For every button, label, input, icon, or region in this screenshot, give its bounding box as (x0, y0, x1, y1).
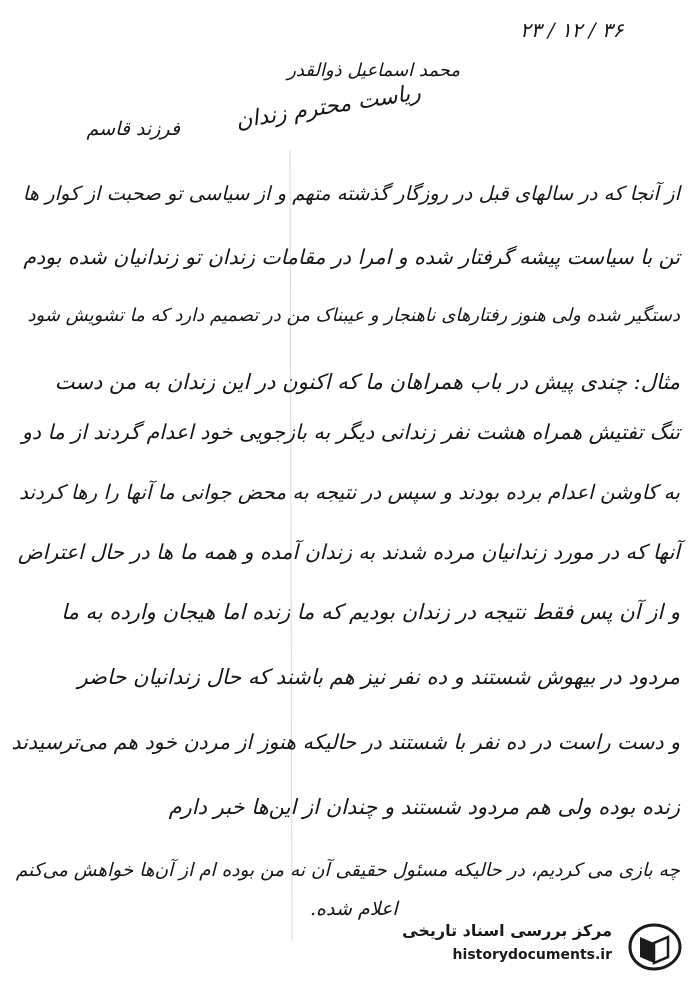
book-logo-icon (624, 921, 684, 973)
body-line: تنگ تفتیش همراه هشت نفر زندانی دیگر به بازجویی خود اعدام گردند از ما دو (22, 420, 680, 444)
watermark-url: historydocuments.ir (452, 947, 612, 963)
watermark-title: مرکز بررسی اسناد تاریخی (402, 921, 612, 940)
body-line: مردود در بیهوش شستند و ده نفر نیز هم باشند که حال زندانیان حاضر (77, 665, 680, 689)
body-line: از آنجا که در سالهای قبل در روزگار گذشته متهم و از سیاسی تو صحبت از کوار ها (22, 182, 680, 205)
body-line: تن با سیاست پیشه گرفتار شده و امرا در مقامات زندان تو زندانیان شده بودم (23, 245, 680, 269)
body-line: به کاوشن اعدام برده بودند و سپس در نتیجه به محض جوانی ما آنها را رها کردند (18, 480, 680, 504)
body-line: چه بازی می کردیم، در حالیکه مسئول حقیقی آن نه من بوده ام از آن‌ها خواهش می‌کنم (15, 860, 680, 881)
body-line: مثال: چندی پیش در باب همراهان ما که اکنون در این زندان به من دست (54, 370, 680, 394)
recipient-line: ریاست محترم زندان (233, 80, 422, 135)
body-line: دستگیر شده ولی هنوز رفتارهای ناهنجار و عیبناک من در تصمیم دارد که ما تشویش شود (27, 305, 680, 326)
sender-father: فرزند قاسم (86, 118, 180, 140)
body-line: و از آن پس فقط نتیجه در زندان بودیم که ما زنده اما هیجان وارده به ما (61, 600, 680, 624)
closing-line: اعلام شده. (310, 898, 398, 920)
body-line: آنها که در مورد زندانیان مرده شدند به زندان آمده و همه ما ها در حال اعتراض (17, 540, 680, 564)
body-line: زنده بوده ولی هم مردود شستند و چندان از این‌ها خبر دارم (168, 795, 680, 819)
sender-name: محمد اسماعیل ذوالقدر (287, 60, 460, 81)
document-date: ۲۳ / ۱۲ / ۳۶ (520, 18, 624, 42)
body-line: و دست راست در ده نفر با شستند در حالیکه هنوز از مردن خود هم می‌ترسیدند (11, 730, 680, 754)
watermark (402, 917, 690, 977)
